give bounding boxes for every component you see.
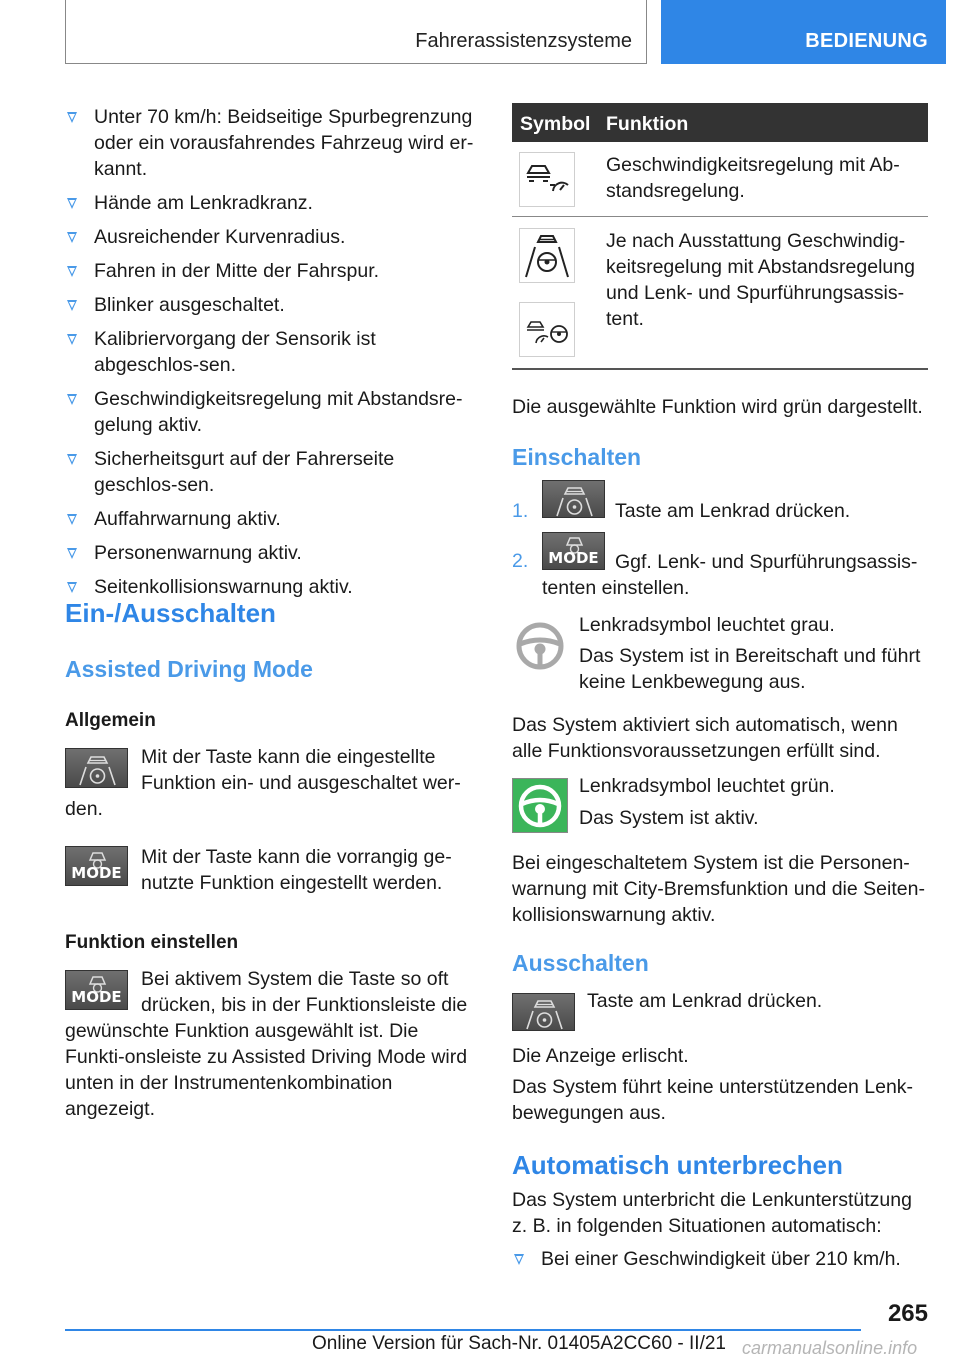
paragraph-auto: Das System aktiviert sich automatisch, wenn alle Funktionsvoraussetzungen erfüllt sind. (512, 714, 898, 762)
header-section-title: Fahrerassistenzsysteme (415, 30, 632, 52)
list-item: Ausreichender Kurvenradius. (65, 224, 477, 250)
table-header-function: Funktion (606, 113, 689, 135)
table-bottom-rule (512, 368, 928, 370)
bullet-triangle-icon (67, 582, 77, 593)
header-chapter-label: BEDIENUNG (805, 30, 928, 52)
footer-rule (65, 1329, 861, 1331)
paragraph-unterbricht: Das System unterbricht die Lenkunterstützung z. B. in folgenden Situationen automatisch: (512, 1189, 912, 1237)
paragraph-funktion-b: gewünschte Funktion ausgewählt ist. Die Funkti-onsleiste zu Assisted Driving Mode wird unten in der Instrumentenkombination angezeigt. (65, 1020, 468, 1120)
table-row1-text: Geschwindigkeitsregelung mit Ab-standsregelung. (606, 154, 900, 202)
paragraph-allgemein-a-end: den. (65, 798, 103, 820)
assist-button-image (512, 993, 575, 1031)
step2-text-b: tenten einstellen. (542, 577, 690, 599)
heading-ausschalten: Ausschalten (512, 950, 649, 976)
list-item: Geschwindigkeitsregelung mit Abstandsre-gelung aktiv. (65, 386, 477, 438)
table-header-symbol: Symbol (520, 113, 591, 135)
requirements-list (65, 104, 477, 608)
bullet-triangle-icon (67, 300, 77, 311)
bullet-triangle-icon (67, 232, 77, 243)
steering-assist-icon (543, 481, 606, 519)
assist-button-image (542, 480, 605, 518)
grey-status-a: Lenkradsymbol leuchtet grau. (579, 614, 835, 636)
mode-button-image (65, 970, 128, 1010)
paragraph-funktion-a: Bei aktivem System die Taste so oft drücken, bis in der Funktionsleiste die (141, 968, 468, 1016)
bullet-triangle-icon (67, 514, 77, 525)
page-number: 265 (887, 1300, 928, 1327)
left-column (65, 0, 477, 1300)
list-item: Personenwarnung aktiv. (65, 540, 477, 566)
list-item: Sicherheitsgurt auf der Fahrerseite geschlos-sen. (65, 446, 477, 498)
bullet-triangle-icon (67, 334, 77, 345)
list-item: Unter 70 km/h: Beidseitige Spurbegrenzung oder ein vorausfahrendes Fahrzeug wird er-kannt. (65, 104, 477, 182)
bullet-triangle-icon (67, 198, 77, 209)
table-row2-text: Je nach Ausstattung Geschwindig-keitsregelung mit Abstandsregelung und Lenk- und Spurführungsassis-tent. (606, 230, 915, 330)
heading-einschalten: Einschalten (512, 444, 642, 470)
steering-wheel-green-icon (512, 778, 568, 833)
heading-assisted-driving-mode: Assisted Driving Mode (65, 656, 313, 682)
ausschalten-b: Die Anzeige erlischt. (512, 1045, 689, 1067)
green-status-a: Lenkradsymbol leuchtet grün. (579, 775, 835, 797)
bullet-triangle-icon (67, 548, 77, 559)
list-item: Auffahrwarnung aktiv. (65, 506, 477, 532)
heading-funktion-einstellen: Funktion einstellen (65, 932, 239, 953)
table-header (512, 103, 928, 142)
mode-button-image (542, 532, 605, 570)
bullet-triangle-icon (514, 1254, 524, 1265)
mode-button-label: MODE (71, 864, 122, 882)
footer-version-text: Online Version für Sach-Nr. 01405A2CC60 - II/21 (312, 1333, 727, 1354)
bullet-triangle-icon (67, 266, 77, 277)
paragraph-allgemein-b: Mit der Taste kann die vorrangig ge-nutzte Funktion eingestellt werden. (141, 846, 452, 894)
ausschalten-a: Taste am Lenkrad drücken. (587, 990, 823, 1012)
ausschalten-c: Das System führt keine unterstützenden Lenk-bewegungen aus. (512, 1076, 914, 1124)
list-item: Kalibriervorgang der Sensorik ist abgeschlos-sen. (65, 326, 477, 378)
list-item: Hände am Lenkradkranz. (65, 190, 477, 216)
heading-allgemein: Allgemein (65, 710, 156, 731)
mode-button-image (65, 846, 128, 886)
green-status-b: Das System ist aktiv. (579, 807, 759, 829)
paragraph-personen: Bei eingeschaltetem System ist die Personen-warnung mit City-Bremsfunktion und die Seiten-kollisionswarnung aktiv. (512, 852, 925, 926)
heading-automatisch-unterbrechen: Automatisch unterbrechen (512, 1150, 843, 1180)
acc-steering-icon (519, 302, 575, 357)
paragraph-green: Die ausgewählte Funktion wird grün dargestellt. (512, 396, 923, 418)
footer-watermark: carmanualsonline.info (742, 1338, 918, 1358)
steering-assist-icon (66, 749, 129, 789)
grey-status-b: Das System ist in Bereitschaft und führt keine Lenkbewegung aus. (579, 645, 921, 693)
steering-lane-icon (519, 228, 575, 283)
bullet-triangle-icon (67, 394, 77, 405)
list-item: Blinker ausgeschaltet. (65, 292, 477, 318)
bullet-triangle-icon (67, 454, 77, 465)
list-item: Seitenkollisionswarnung aktiv. (65, 574, 477, 600)
list-item: Bei einer Geschwindigkeit über 210 km/h. (512, 1246, 928, 1272)
assist-button-image (65, 748, 128, 788)
steering-wheel-grey-icon (512, 618, 568, 674)
step2-number: 2. (512, 550, 529, 572)
mode-button-label: MODE (548, 549, 599, 567)
step1-number: 1. (512, 500, 529, 522)
paragraph-allgemein-a: Mit der Taste kann die eingestellte Funktion ein- und ausgeschaltet wer- (141, 746, 461, 794)
bullet-triangle-icon (67, 112, 77, 123)
step2-text-a: Ggf. Lenk- und Spurführungsassis- (615, 551, 918, 573)
list-item: Fahren in der Mitte der Fahrspur. (65, 258, 477, 284)
acc-distance-icon (519, 152, 575, 207)
right-column (512, 0, 928, 1300)
step1-text: Taste am Lenkrad drücken. (615, 500, 851, 522)
heading-ein-ausschalten: Ein-/Ausschalten (65, 598, 276, 628)
mode-button-label: MODE (71, 988, 122, 1006)
steering-assist-icon (513, 994, 576, 1032)
table-divider (512, 216, 928, 217)
